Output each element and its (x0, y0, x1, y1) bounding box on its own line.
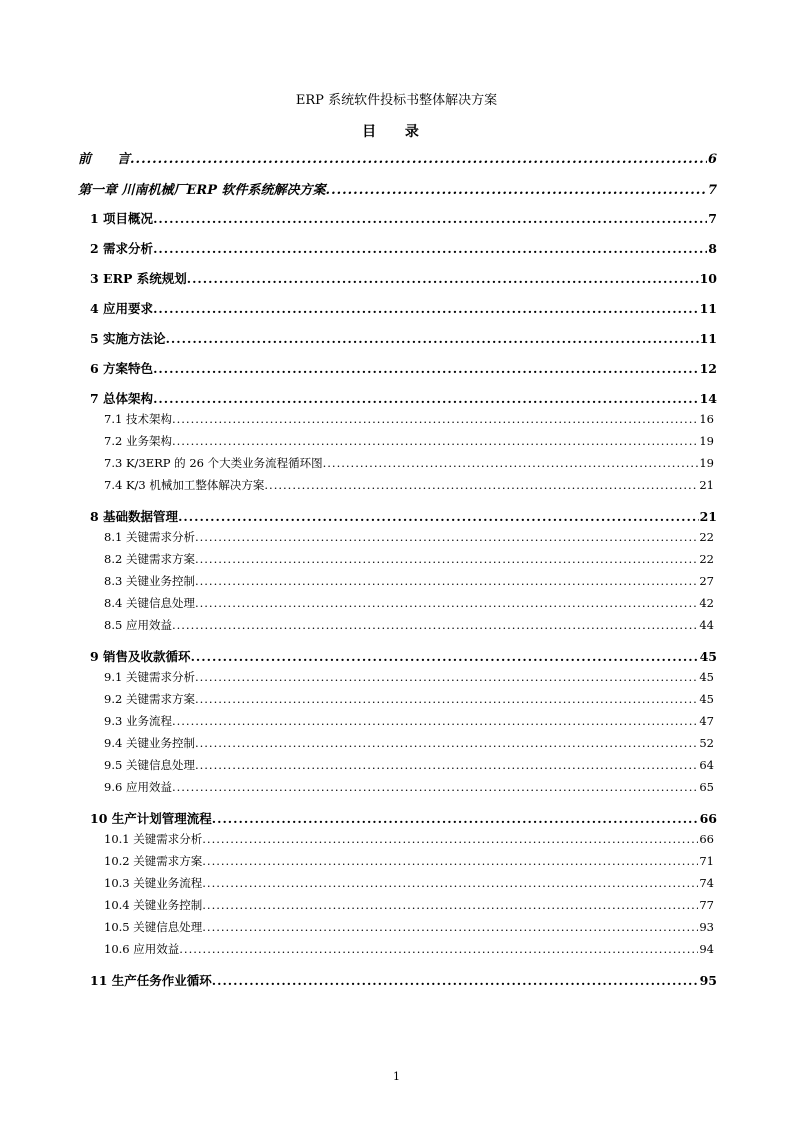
toc-entry[interactable] (104, 551, 714, 567)
toc-entry-page: 47 (699, 714, 714, 728)
dot-leader (212, 811, 699, 826)
dot-leader (166, 331, 699, 346)
dot-leader (153, 301, 699, 316)
toc-entry[interactable] (104, 897, 714, 913)
toc-entry-label: 10.6 应用效益 (104, 942, 180, 956)
dot-leader (172, 412, 698, 426)
toc-entry-page: 6 (707, 152, 717, 167)
toc-entry[interactable] (104, 853, 714, 869)
dot-leader (202, 920, 698, 934)
toc-entry-page: 7 (708, 211, 717, 226)
toc-entry-page: 7 (707, 183, 717, 198)
toc-entry-page: 94 (699, 942, 714, 956)
toc-entry-page: 95 (699, 973, 717, 988)
toc-entry-page: 65 (699, 780, 714, 794)
toc-entry[interactable] (104, 831, 714, 847)
toc-entry[interactable] (104, 433, 714, 449)
toc-entry[interactable] (104, 735, 714, 751)
toc-entry[interactable] (90, 647, 717, 665)
toc-entry-label: 8.5 应用效益 (104, 618, 172, 632)
toc-entry[interactable] (90, 299, 717, 317)
toc-entry-label: 8.3 关键业务控制 (104, 574, 195, 588)
dot-leader (153, 241, 707, 256)
toc-entry-label: 6 方案特色 (90, 361, 154, 376)
dot-leader (195, 758, 698, 772)
dot-leader (264, 478, 698, 492)
dot-leader (212, 973, 699, 988)
toc-entry-label: 1 项目概况 (90, 211, 154, 226)
toc-entry-page: 52 (699, 736, 714, 750)
dot-leader (195, 736, 698, 750)
dot-leader (195, 530, 698, 544)
toc-entry-label: 3 ERP 系统规划 (90, 271, 187, 286)
dot-leader (153, 391, 699, 406)
toc-entry[interactable] (104, 617, 714, 633)
toc-entry-page: 45 (699, 649, 717, 664)
toc-entry-page: 10 (699, 271, 717, 286)
toc-entry-page: 42 (699, 596, 714, 610)
dot-leader (172, 434, 698, 448)
dot-leader (326, 183, 707, 198)
toc-entry[interactable] (104, 595, 714, 611)
toc-entry[interactable] (104, 529, 714, 545)
toc-entry-label: 10.4 关键业务控制 (104, 898, 203, 912)
toc-entry-page: 27 (699, 574, 714, 588)
toc-entry-page: 22 (699, 552, 714, 566)
toc-entry-label: 10.3 关键业务流程 (104, 876, 203, 890)
dot-leader (202, 832, 698, 846)
toc-entry-label: 9.1 关键需求分析 (104, 670, 195, 684)
toc-entry[interactable] (104, 669, 714, 685)
toc-entry-page: 22 (699, 530, 714, 544)
toc-entry[interactable] (104, 941, 714, 957)
toc-entry-label: 9.5 关键信息处理 (104, 758, 195, 772)
toc-entry[interactable] (104, 919, 714, 935)
toc-entry-page: 74 (699, 876, 714, 890)
toc-entry-label: 8.1 关键需求分析 (104, 530, 195, 544)
page-number: 1 (393, 1070, 400, 1083)
toc-entry-label: 9.4 关键业务控制 (104, 736, 195, 750)
toc-entry[interactable] (104, 573, 714, 589)
toc-entry-label: 2 需求分析 (90, 241, 154, 256)
toc-entry-page: 8 (708, 241, 717, 256)
toc-entry[interactable] (104, 713, 714, 729)
toc-entry-page: 64 (699, 758, 714, 772)
toc-entry-label: 7.3 K/3ERP 的 26 个大类业务流程循环图 (104, 456, 323, 470)
toc-entry[interactable] (90, 389, 717, 407)
toc-entry-label: 11 生产任务作业循环 (90, 973, 212, 988)
dot-leader (130, 152, 707, 167)
dot-leader (153, 361, 699, 376)
dot-leader (191, 649, 699, 664)
dot-leader (202, 876, 698, 890)
dot-leader (202, 854, 698, 868)
dot-leader (172, 618, 698, 632)
toc-entry-label: 9.2 关键需求方案 (104, 692, 195, 706)
toc-entry[interactable] (90, 239, 717, 257)
toc-entry[interactable] (90, 809, 717, 827)
dot-leader (178, 509, 699, 524)
toc-entry-label: 9.3 业务流程 (104, 714, 172, 728)
toc-entry-page: 44 (699, 618, 714, 632)
dot-leader (187, 271, 699, 286)
dot-leader (202, 898, 698, 912)
toc-entry[interactable] (90, 507, 717, 525)
dot-leader (323, 456, 699, 470)
toc-entry[interactable] (104, 691, 714, 707)
dot-leader (172, 780, 698, 794)
toc-entry-page: 66 (699, 811, 717, 826)
toc-entry[interactable] (90, 359, 717, 377)
toc-entry-page: 19 (699, 434, 714, 448)
toc-entry-label: 7.4 K/3 机械加工整体解决方案 (104, 478, 265, 492)
toc-entry-label: 5 实施方法论 (90, 331, 166, 346)
toc-entry-page: 14 (699, 391, 717, 406)
toc-entry-page: 21 (699, 478, 714, 492)
toc-entry-label: 前 言 (78, 152, 131, 167)
toc-entry-label: 9 销售及收款循环 (90, 649, 191, 664)
toc-entry-page: 12 (699, 361, 717, 376)
toc-entry[interactable] (90, 269, 717, 287)
toc-entry[interactable] (104, 757, 714, 773)
toc-entry-page: 45 (699, 692, 714, 706)
toc-entry-page: 11 (699, 331, 717, 346)
dot-leader (179, 942, 698, 956)
toc-entry[interactable] (90, 971, 717, 989)
document-header: ERP 系统软件投标书整体解决方案 (295, 93, 498, 108)
toc-entry-label: 10.1 关键需求分析 (104, 832, 203, 846)
toc-entry-label: 4 应用要求 (90, 301, 154, 316)
toc-entry-page: 21 (699, 509, 717, 524)
toc-entry-page: 77 (699, 898, 714, 912)
toc-entry-label: 8.4 关键信息处理 (104, 596, 195, 610)
toc-entry[interactable] (104, 455, 714, 471)
toc-entry-label: 10 生产计划管理流程 (90, 811, 212, 826)
dot-leader (195, 670, 698, 684)
toc-entry-page: 45 (699, 670, 714, 684)
toc-entry[interactable] (104, 411, 714, 427)
toc-entry-label: 第一章 川南机械厂ERP 软件系统解决方案 (78, 183, 326, 198)
toc-title: 目 录 (362, 124, 431, 140)
dot-leader (195, 596, 698, 610)
toc-entry-label: 7 总体架构 (90, 391, 154, 406)
toc-entry-label: 7.1 技术架构 (104, 412, 172, 426)
toc-entry-label: 8.2 关键需求方案 (104, 552, 195, 566)
toc-entry-label: 10.5 关键信息处理 (104, 920, 203, 934)
dot-leader (153, 211, 707, 226)
toc-entry-page: 19 (699, 456, 714, 470)
toc-entry-page: 93 (699, 920, 714, 934)
dot-leader (195, 552, 698, 566)
toc-entry-label: 8 基础数据管理 (90, 509, 179, 524)
toc-entry-page: 66 (699, 832, 714, 846)
toc-entry[interactable] (90, 329, 717, 347)
toc-entry-page: 16 (699, 412, 714, 426)
toc-entry-page: 71 (699, 854, 714, 868)
toc-entry-label: 10.2 关键需求方案 (104, 854, 203, 868)
toc-entry[interactable] (90, 209, 717, 227)
toc-entry[interactable] (104, 779, 714, 795)
toc-entry-label: 7.2 业务架构 (104, 434, 172, 448)
toc-entry-label: 9.6 应用效益 (104, 780, 172, 794)
toc-entry[interactable] (78, 148, 717, 167)
toc-entry[interactable] (104, 875, 714, 891)
toc-entry-page: 11 (699, 301, 717, 316)
dot-leader (195, 574, 698, 588)
dot-leader (195, 692, 698, 706)
toc-entry[interactable] (104, 477, 714, 493)
toc-entry[interactable] (78, 179, 717, 198)
dot-leader (172, 714, 698, 728)
